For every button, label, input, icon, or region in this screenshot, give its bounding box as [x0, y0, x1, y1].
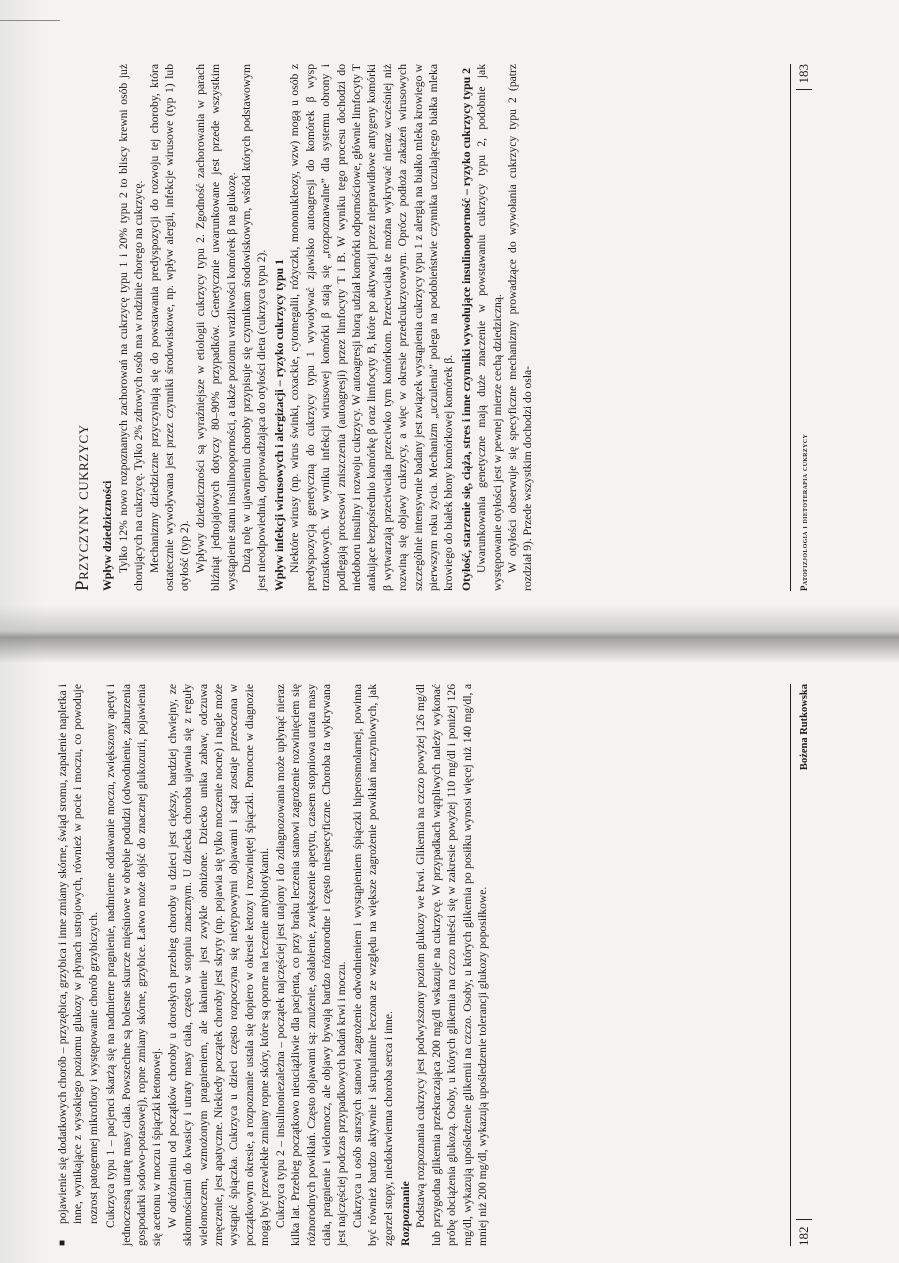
page-183: [45, 50, 825, 605]
paragraph: Cukrzyca typu 2 – insulinoniezależna – początek najczęściej jest utajony i do zdiagnozowania może upłynąć nieraz kilka lat. Przebieg początkowo nieuciążliwie dla pacjenta, co przy braku leczenia stanowi zagrożenie rozwinięciem się różnorodnych powikłań. Często objawami są: znużenie, osłabienie, zwiększenie apetytu, czasem stopniowa utrata masy ciała, pragnienie i wielomocz, ale objawy bywają bardzo różnorodne i często niespecyficzne. Choroba ta wykrywana jest najczęściej podczas przypadkowych badań krwi i moczu.: [273, 684, 349, 1246]
book-spine-shadow: [0, 605, 899, 663]
page-183-footer: [790, 64, 817, 591]
page-182-body: [55, 684, 785, 1246]
page-182-footer: [790, 684, 817, 1246]
author-name: Bożena Rutkowska: [798, 684, 810, 771]
paragraph: Podstawą rozpoznania cukrzycy jest podwyższony poziom glukozy we krwi. Glikemia na czczo powyżej 126 mg/dl lub przygodna glikemia przekraczająca 200 mg/dl wskazuje na cukrzycę. W przypadkach wątpliwych należy wykonać próbę obciążenia glukozą. Osoby, u których glikemia na czczo mieści się w zakresie powyżej 110 mg/dl i poniżej 126 mg/dl, wykazują upośledzenie glikemii na czczo. Osoby, u których glikemia po posiłku wynosi więcej niż 140 mg/dl, a mniej niż 200 mg/dl, wykazują upośledzenie tolerancji glukozy poposiłkowe.: [414, 684, 489, 1246]
section-heading-viral-infections: Wpływ infekcji wirusowych i alergizacji – ryzyko cukrzycy typu 1: [271, 259, 286, 591]
chapter-title: Przyczyny cukrzycy: [72, 424, 93, 591]
section-heading-heredity: Wpływ dziedziczności: [100, 480, 115, 591]
paragraph: Dużą rolę w ujawnieniu choroby przypisuje się czynnikom środowiskowym, wśród których podstawowym jest nieodpowiednia, doprowadzająca do otyłości dieta (cukrzyca typu 2).: [240, 64, 269, 591]
paragraph: Cukrzyca typu 1 – pacjenci skarżą się na nadmierne pragnienie, nadmierne oddawanie moczu, zwiększony apetyt i jednoczesną utratę masy ciała. Powszechne są bolesne skurcze mięśniowe w obrębie podudzi (odwodnienie, zaburzenia gospodarki sodowo-potasowej), ropne zmiany skórne, grzybice. Łatwo może dojść do znacznej glukozurii, pojawienia się acetonu w moczu i śpiączki ketonowej.: [104, 684, 164, 1246]
section-heading-obesity: Otyłość, starzenie się, ciąża, stres i inne czynniki wywołujące insulinooporność – ryzyko cukrzycy typu 2: [458, 67, 473, 591]
section-heading-diagnosis: Rozpoznanie: [397, 1181, 412, 1246]
paragraph: Cukrzyca u osób starszych stanowi zagrożenie odwodnieniem i wystąpieniem śpiączki hiperosmolarnej, powinna być również bardzo aktywnie i skrupulatnie leczona ze względu na większe zagrożenie powikłań naczyniowych, jak zgorzel stopy, niedokrwienna choroba serca i inne.: [350, 684, 395, 1246]
paragraph: W otyłości obserwuje się specyficzne mechanizmy prowadzące do wywołania cukrzycy typu 2 (patrz rozdział 9). Przede wszystkim dochodzi do osła-: [505, 64, 535, 591]
running-head: Patofizjologia i dietoterapia cukrzycy: [799, 433, 809, 591]
paragraph: Mechanizmy dziedziczne przyczyniają się do powstawania predyspozycji do rozwoju tej choroby, która ostatecznie wywoływana jest przez czynniki środowiskowe, np. wpływ alergii, infekcje wirusowe (typ 1) lub otyłość (typ 2).: [147, 64, 192, 591]
page-183-body: [72, 64, 785, 591]
paragraph: W odróżnieniu od początków choroby u dorosłych przebieg choroby u dzieci jest cięższy, bardziej chwiejny, ze skłonnościami do kwasicy i utraty masy ciała, często w stopniu znacznym. U dziecka choroba ujawnia się z reguły wielomoczem, wzmożonym pragnieniem, ale łaknienie jest zwykle obniżone. Dziecko unika zabaw, odczuwa zmęczenie, jest apatyczne. Niekiedy początek choroby jest skryty (np. pojawia się tylko moczenie nocne) i nagle może wystąpić śpiączka. Cukrzyca u dzieci często rozpoczyna się nietypowymi objawami i stąd zostaje przeoczona w początkowym okresie, a rozpoznanie ustala się dopiero w okresie ketozy i rozwiniętej śpiączki. Pomocne w diagnozie mogą być przewlekłe zmiany ropne skóry, które są oporne na leczenie antybiotykami.: [165, 684, 272, 1246]
page-number: 182: [796, 1220, 812, 1247]
paragraph: Tylko 12% nowo rozpoznanych zachorowań na cukrzycę typu 1 i 20% typu 2 to bliscy krewni osób już chorujących na cukrzycę. Tylko 2% zdrowych osób ma w rodzinie chorego na cukrzycę.: [116, 64, 146, 591]
scan-mark-line: [0, 20, 60, 21]
page-number: 183: [796, 64, 812, 91]
page-182: [45, 670, 825, 1260]
paragraph: Wpływy dziedziczności są wyraźniejsze w etiologii cukrzycy typu 2. Zgodność zachorowania w parach bliźniąt jednojajowych dotyczy 80–90% przypadków. Genetycznie uwarunkowane jest przede wszystkim wystąpienie stanu insulinooporności, a także poziomu wrażliwości komórek β na glukozę.: [193, 64, 238, 591]
bullet-square-icon: ■: [57, 1239, 68, 1246]
list-item: [55, 684, 101, 1246]
bullet-text: pojawienie się dodatkowych chorób – przyzębica, grzybica i inne zmiany skórne, świąd sromu, zapalenie napletka i inne, wynikające z wysokiego poziomu glukozy w płynach ustrojowych, również w pocie i moczu, co powoduje rozrost patogennej mikroflory i występowanie chorób grzybiczych.: [56, 684, 100, 1224]
paragraph: Niektóre wirusy (np. wirus świnki, coxackie, cytomegalii, różyczki, mononukleozy, wzw) mogą u osób z predyspozycją genetyczną do cukrzycy typu 1 wywoływać zjawisko autoagresji do komórek β wysp trzustkowych. W wyniku infekcji wirusowej komórki β stają się „rozpoznawalne” dla systemu obrony i podlegają procesowi zniszczenia (autoagresji) przez limfocyty T i B. W wyniku tego procesu dochodzi do niedoboru insuliny i rozwoju cukrzycy. W autoagresji biorą udział komórki odpornościowe, głównie limfocyty T atakujące bezpośrednio komórkę β oraz limfocyty B, które po aktywacji przez nieprawidłowe antygeny komórki β wytwarzają przeciwciała przeciwko tym komórkom. Przeciwciała te można wykrywać nieraz wcześniej niż rozwiną się objawy cukrzycy, a więc w okresie przedcukrzycowym. Oprócz podłoża zakażeń wirusowych szczególnie intensywnie badany jest związek wystąpienia cukrzycy typu 1 z alergią na białko mleka krowiego w pierwszym roku życia. Mechanizm „uczulenia” polega na podobieństwie czynnika uczulającego białka mleka krowiego do białek błony komórkowej komórek β.: [288, 64, 456, 591]
paragraph: Uwarunkowania genetyczne mają duże znaczenie w powstawaniu cukrzycy typu 2, podobnie jak występowanie otyłości jest w pewnej mierze cechą dziedziczną.: [475, 64, 504, 591]
